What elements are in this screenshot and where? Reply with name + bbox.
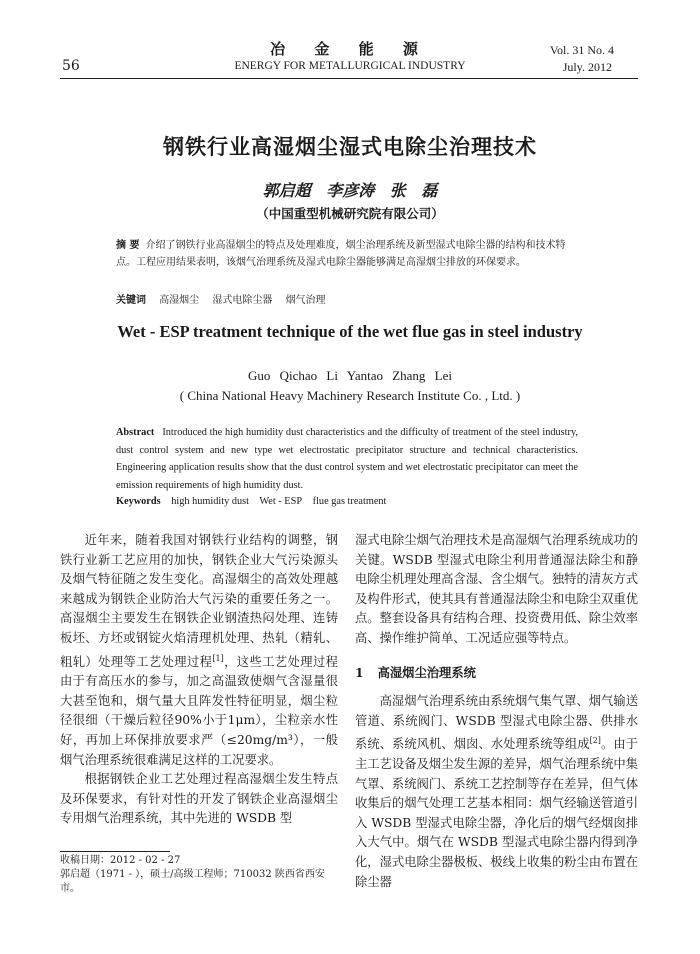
affiliation-cn: （中国重型机械研究院有限公司） — [256, 206, 444, 221]
citation-ref: [2] — [589, 736, 601, 746]
footnote — [60, 854, 338, 896]
keywords-cn — [116, 291, 336, 306]
abstract-en-text: Introduced the high humidity dust characteristics and the difficulty of treatment of the steel industry, dust control system and new type wet electrostatic precipitator structure and technical characteristics. Engineering application results show that the dust control system and wet electrostatic precipitator can meet the emission requirements of high humidity dust. — [116, 427, 578, 491]
authors-cn: 郭启超 李彦涛 张 磊 — [262, 181, 438, 200]
keywords-en — [116, 496, 394, 507]
body-column-right — [355, 531, 638, 892]
paragraph-text: ，这些工艺处理过程由于有高压水的参与，加之高温致使烟气含湿量很大甚至饱和，烟气量大且阵发性特征明显，烟尘粒径很细（干燥后粒径90%小于1μm），尘粒亲水性好，再加上环保排放要求严（≤20mg/m³），一般烟气治理系统很难满足这样的工况要求。 — [60, 654, 338, 767]
keyword-en: Wet - ESP — [259, 496, 303, 507]
keyword-en: high humidity dust — [171, 496, 250, 507]
body-paragraph: 根据钢铁企业工艺处理过程高湿烟尘发生特点及环保要求，有针对性的开发了钢铁企业高湿烟尘专用烟气治理系统，其中先进的 WSDB 型 — [60, 772, 338, 826]
keyword-en: flue gas treatment — [312, 496, 387, 507]
paragraph-text: 。由于主工艺设备及烟尘发生源的差异，烟气治理系统中集气罩、系统阀门、系统工艺控制等存在差异，但气体收集后的烟气处理工艺基本相同：烟气经输送管道引入 WSDB 型湿式电除尘器，净化后的烟气经烟囱排入大气中。烟气在 WSDB 型湿式电除尘器内得到净化，湿式电除尘器极板、极线上收集的粉尘由布置在除尘器 — [355, 737, 638, 889]
received-date: 收稿日期：2012 - 02 - 27 — [60, 855, 181, 866]
section-heading — [355, 663, 638, 683]
journal-title-en: ENERGY FOR METALLURGICAL INDUSTRY — [234, 60, 466, 72]
paragraph-text: 近年来，随着我国对钢铁行业结构的调整，钢铁行业新工艺应用的加快，钢铁企业大气污染源头及烟气特征随之发生变化。高湿烟尘的高效处理越来越成为钢铁企业防治大气污染的重要任务之一。高湿烟尘主要发生在钢铁企业钢渣热闷处理、连铸板坯、方坯或钢锭火焰清理机处理、热轧（精轧、粗轧）处理等工艺处理过程 — [60, 533, 338, 669]
body-column-left — [60, 531, 338, 829]
page-number: 56 — [62, 58, 80, 74]
author-bio: 郭启超（1971 - ），硕士/高级工程师；710032 陕西省西安市。 — [60, 869, 325, 894]
paper-title-en: Wet - ESP treatment technique of the wet flue gas in steel industry — [117, 322, 583, 341]
body-paragraph — [60, 531, 338, 770]
keyword-cn: 湿式电除尘器 — [212, 295, 273, 306]
footnote-rule — [60, 851, 170, 852]
keyword-cn: 烟气治理 — [285, 295, 326, 306]
citation-ref: [1] — [212, 653, 224, 663]
abstract-en — [116, 424, 578, 494]
header-rule — [60, 78, 638, 79]
abstract-en-label: Abstract — [116, 427, 155, 438]
paper-title-cn: 钢铁行业高湿烟尘湿式电除尘治理技术 — [163, 134, 537, 159]
journal-title-cn: 冶 金 能 源 — [270, 40, 430, 58]
body-paragraph — [355, 692, 638, 892]
affiliation-en: ( China National Heavy Machinery Research Institute Co. , Ltd. ) — [179, 388, 521, 403]
abstract-cn — [116, 237, 576, 271]
keywords-cn-label: 关键词 — [116, 295, 146, 306]
volume-issue: Vol. 31 No. 4 — [549, 43, 614, 57]
authors-en: Guo Qichao Li Yantao Zhang Lei — [247, 368, 453, 383]
abstract-cn-label: 摘 要 — [116, 240, 140, 251]
section-number: 1 — [355, 664, 364, 680]
keyword-cn: 高湿烟尘 — [159, 295, 200, 306]
issue-date: July. 2012 — [562, 60, 612, 74]
paragraph-text: 高湿烟气治理系统由系统烟气集气罩、烟气输送管道、系统阀门、WSDB 型湿式电除尘器、供排水系统、系统风机、烟囱、水处理系统等组成 — [355, 694, 638, 752]
abstract-cn-text: 介绍了钢铁行业高湿烟尘的特点及处理难度，烟尘治理系统及新型湿式电除尘器的结构和技术特点。工程应用结果表明，该烟气治理系统及湿式电除尘器能够满足高湿烟尘排放的环保要求。 — [116, 240, 566, 268]
keywords-en-label: Keywords — [116, 496, 161, 507]
section-title: 高湿烟尘治理系统 — [377, 664, 476, 680]
body-paragraph: 湿式电除尘烟气治理技术是高湿烟气治理系统成功的关键。WSDB 型湿式电除尘利用普通湿法除尘和静电除尘机理处理高含湿、含尘烟气。独特的清灰方式及构件形式，使其具有普通湿法除尘和电除尘双重优点。整套设备具有结构合理、投资费用低、除尘效率高、操作维护简单、工况适应强等特点。 — [355, 533, 638, 645]
